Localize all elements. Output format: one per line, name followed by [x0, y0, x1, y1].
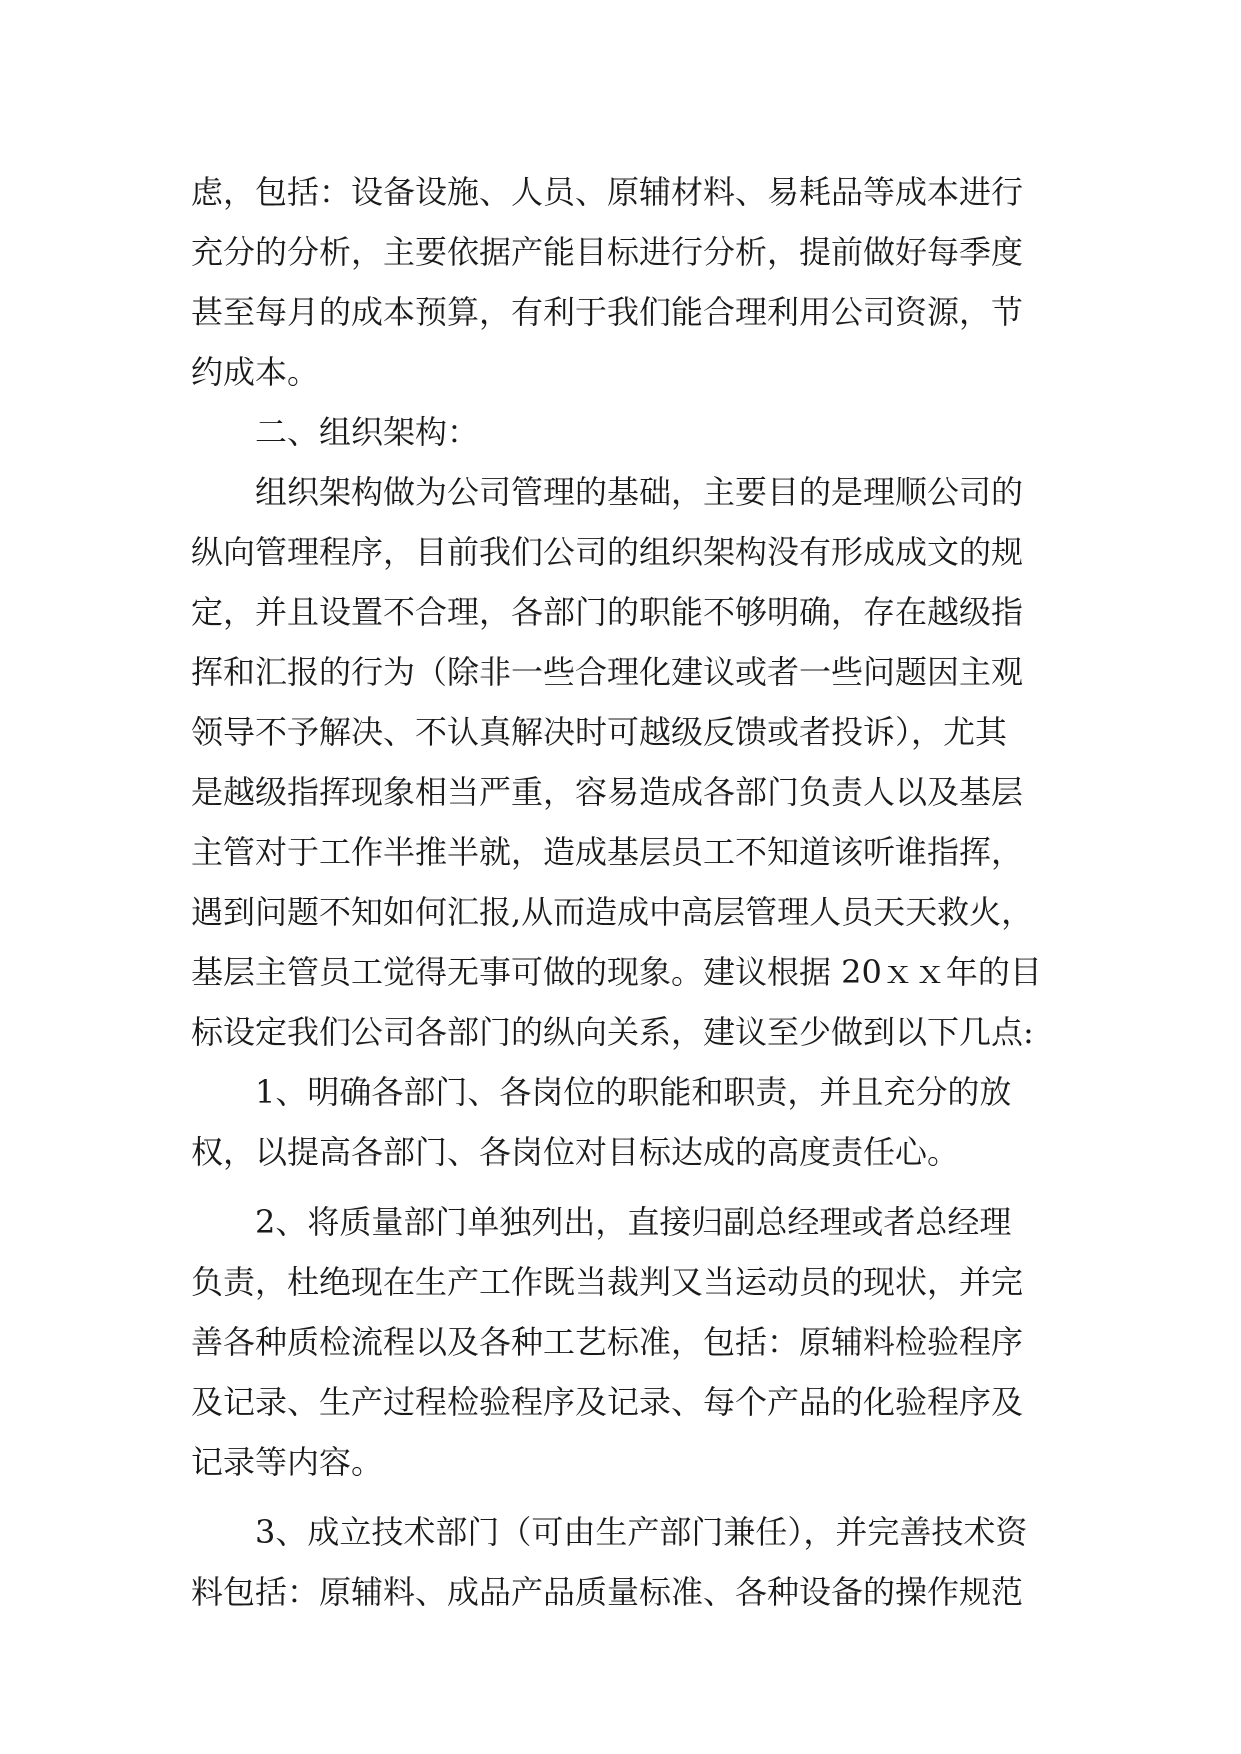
text-line: 约成本。: [191, 353, 320, 391]
text-line: 虑，包括：设备设施、人员、原辅材料、易耗品等成本进行: [191, 173, 1024, 211]
list-item: 1、明确各部门、各岗位的职能和职责，并且充分的放: [255, 1073, 1012, 1111]
text-line: 善各种质检流程以及各种工艺标准，包括：原辅料检验程序: [191, 1323, 1024, 1361]
list-item: 2、将质量部门单独列出，直接归副总经理或者总经理: [255, 1203, 1012, 1241]
paragraph-gap: [191, 1182, 1053, 1192]
text-line: 甚至每月的成本预算，有利于我们能合理利用公司资源，节: [191, 293, 1024, 331]
text-line: 挥和汇报的行为（除非一些合理化建议或者一些问题因主观: [191, 653, 1024, 691]
text-line: 权，以提高各部门、各岗位对目标达成的高度责任心。: [191, 1133, 960, 1171]
paragraph-gap: [191, 1492, 1053, 1502]
text-line: 充分的分析，主要依据产能目标进行分析，提前做好每季度: [191, 233, 1024, 271]
text-line: 负责，杜绝现在生产工作既当裁判又当运动员的现状，并完: [191, 1263, 1024, 1301]
text-line: 组织架构做为公司管理的基础，主要目的是理顺公司的: [255, 473, 1024, 511]
text-line: 及记录、生产过程检验程序及记录、每个产品的化验程序及: [191, 1383, 1024, 1421]
list-item: 3、成立技术部门（可由生产部门兼任），并完善技术资: [255, 1513, 1028, 1551]
text-line: 料包括：原辅料、成品产品质量标准、各种设备的操作规范: [191, 1573, 1024, 1611]
text-line: 记录等内容。: [191, 1443, 384, 1481]
section-heading: 二、组织架构：: [255, 413, 480, 451]
text-line: 标设定我们公司各部门的纵向关系，建议至少做到以下几点:: [191, 1013, 1034, 1051]
document-body: [191, 162, 1053, 1622]
text-line: 领导不予解决、不认真解决时可越级反馈或者投诉），尤其: [191, 713, 1008, 751]
text-line: 是越级指挥现象相当严重，容易造成各部门负责人以及基层: [191, 773, 1024, 811]
text-line: 纵向管理程序，目前我们公司的组织架构没有形成成文的规: [191, 533, 1024, 571]
text-line: 遇到问题不知如何汇报,从而造成中高层管理人员天天救火，: [191, 893, 1034, 931]
text-line: 定，并且设置不合理，各部门的职能不够明确，存在越级指: [191, 593, 1024, 631]
text-line: 主管对于工作半推半就，造成基层员工不知道该听谁指挥，: [191, 833, 1024, 871]
text-line: 基层主管员工觉得无事可做的现象。建议根据 20ｘｘ年的目: [191, 953, 1042, 991]
